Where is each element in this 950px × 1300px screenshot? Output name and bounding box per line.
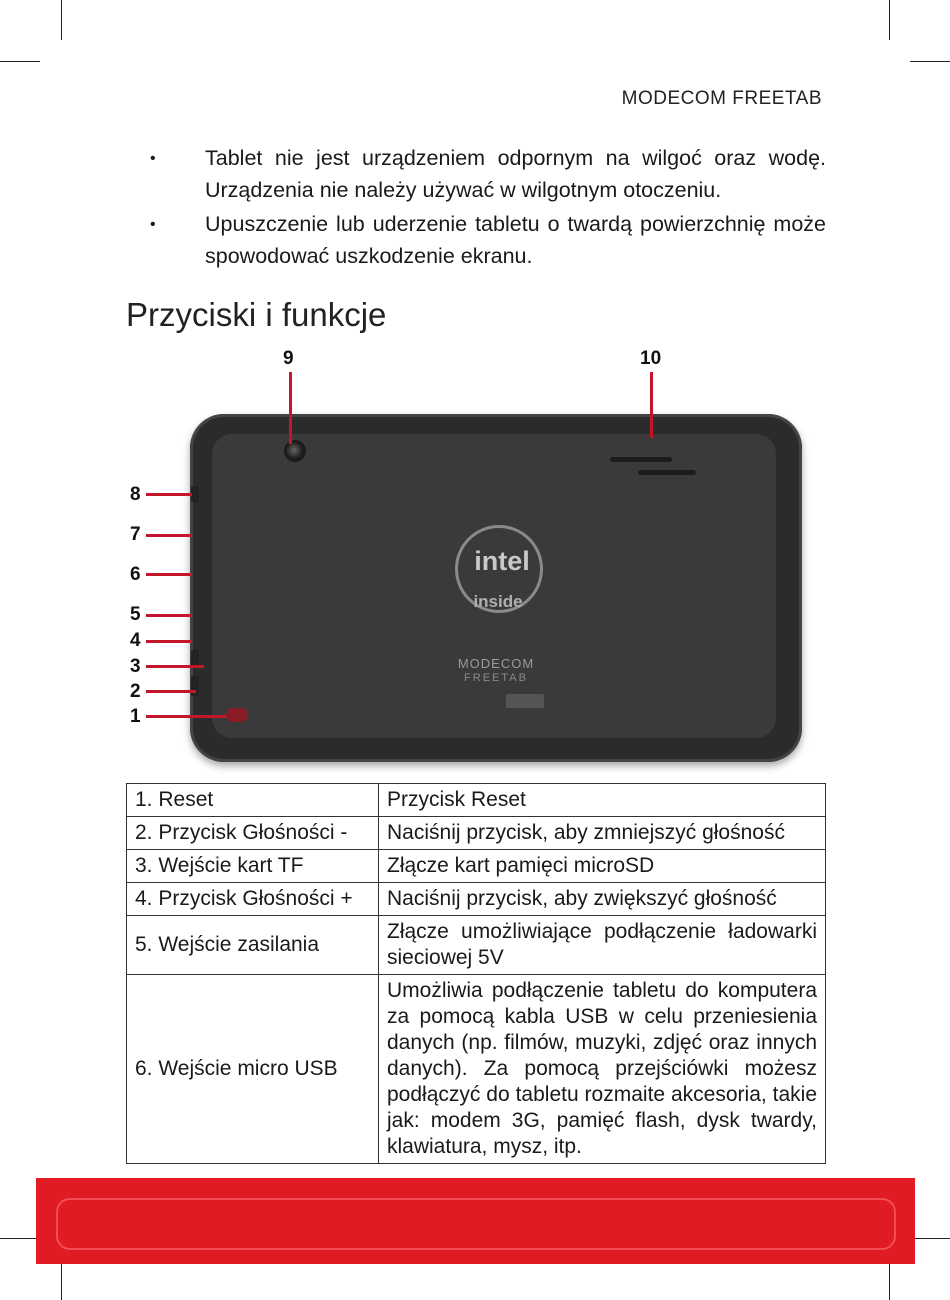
table-row [127, 916, 826, 975]
speaker-grille [610, 457, 672, 462]
callout-line [650, 372, 653, 438]
table-cell-description: Złącze umożliwiające podłączenie ładowarki sieciowej 5V [379, 916, 826, 975]
section-title: Przyciski i funkcje [126, 296, 387, 333]
table-cell-feature: 5. Wejście zasilania [127, 916, 379, 975]
callout-5: 5 [130, 604, 141, 625]
product-logo: FREETAB [464, 672, 528, 684]
table-cell-description: Przycisk Reset [379, 784, 826, 817]
crop-mark [889, 1258, 890, 1300]
table-row [127, 883, 826, 916]
brand-logo: MODECOM [457, 656, 535, 671]
table-cell-description: Naciśnij przycisk, aby zwiększyć głośność [379, 883, 826, 916]
crop-mark [889, 0, 890, 40]
crop-mark [0, 1238, 40, 1239]
callout-7: 7 [130, 524, 141, 545]
callout-line [146, 690, 196, 693]
crop-mark [910, 1238, 950, 1239]
footer-band-frame [56, 1198, 896, 1250]
callout-8: 8 [130, 484, 141, 505]
list-item [150, 142, 826, 206]
callout-3: 3 [130, 656, 141, 677]
table-cell-feature: 2. Przycisk Głośności - [127, 817, 379, 850]
table-cell-description: Złącze kart pamięci microSD [379, 850, 826, 883]
callout-2: 2 [130, 681, 141, 702]
side-port [191, 676, 199, 696]
crop-mark [910, 61, 950, 62]
callout-6: 6 [130, 564, 141, 585]
callout-1: 1 [130, 706, 141, 727]
callout-line [146, 573, 192, 576]
bullet-list [150, 142, 826, 274]
table-cell-feature: 6. Wejście micro USB [127, 975, 379, 1164]
callout-line [146, 665, 204, 668]
intel-logo: intel [474, 546, 530, 576]
list-item [150, 208, 826, 272]
camera-icon [284, 440, 306, 462]
table-row [127, 850, 826, 883]
bullet-symbol: • [150, 150, 156, 167]
bullet-symbol: • [150, 216, 156, 233]
callout-line [289, 372, 292, 444]
bullet-text: Upuszczenie lub uderzenie tabletu o twardą powierzchnię może spowodować uszkodzenie ekranu. [205, 212, 826, 268]
running-header: MODECOM FREETAB [621, 88, 822, 109]
crop-mark [61, 1258, 62, 1300]
callout-9: 9 [283, 348, 294, 369]
table-row [127, 784, 826, 817]
table-cell-feature: 3. Wejście kart TF [127, 850, 379, 883]
callout-line [146, 614, 192, 617]
crop-mark [0, 61, 40, 62]
callout-line [146, 640, 192, 643]
bullet-text: Tablet nie jest urządzeniem odpornym na wilgoć oraz wodę. Urządzenia nie należy używać w wilgotnym otoczeniu. [205, 146, 826, 202]
table-cell-description: Umożliwia podłączenie tabletu do komputera za pomocą kabla USB w celu przeniesienia danych (np. filmów, muzyki, zdjęć oraz innych danych). Za pomocą przejściówki możesz podłączyć do tabletu rozmaite akcesoria, takie jak: modem 3G, pamięć flash, dysk twardy, klawiatura, mysz, itp. [379, 975, 826, 1164]
reset-button-mark [226, 708, 248, 722]
table-cell-feature: 4. Przycisk Głośności + [127, 883, 379, 916]
callout-line [146, 534, 192, 537]
callout-10: 10 [640, 348, 662, 369]
crop-mark [61, 0, 62, 40]
table-cell-description: Naciśnij przycisk, aby zmniejszyć głośność [379, 817, 826, 850]
callout-line [146, 715, 232, 718]
table-row [127, 817, 826, 850]
callout-4: 4 [130, 630, 141, 651]
certification-mark [506, 694, 544, 708]
table-cell-feature: 1. Reset [127, 784, 379, 817]
intel-inside-label: inside [473, 592, 523, 611]
speaker-grille [638, 470, 696, 475]
specification-table [126, 783, 826, 1164]
callout-line [146, 493, 192, 496]
side-port [191, 486, 199, 502]
table-row [127, 975, 826, 1164]
